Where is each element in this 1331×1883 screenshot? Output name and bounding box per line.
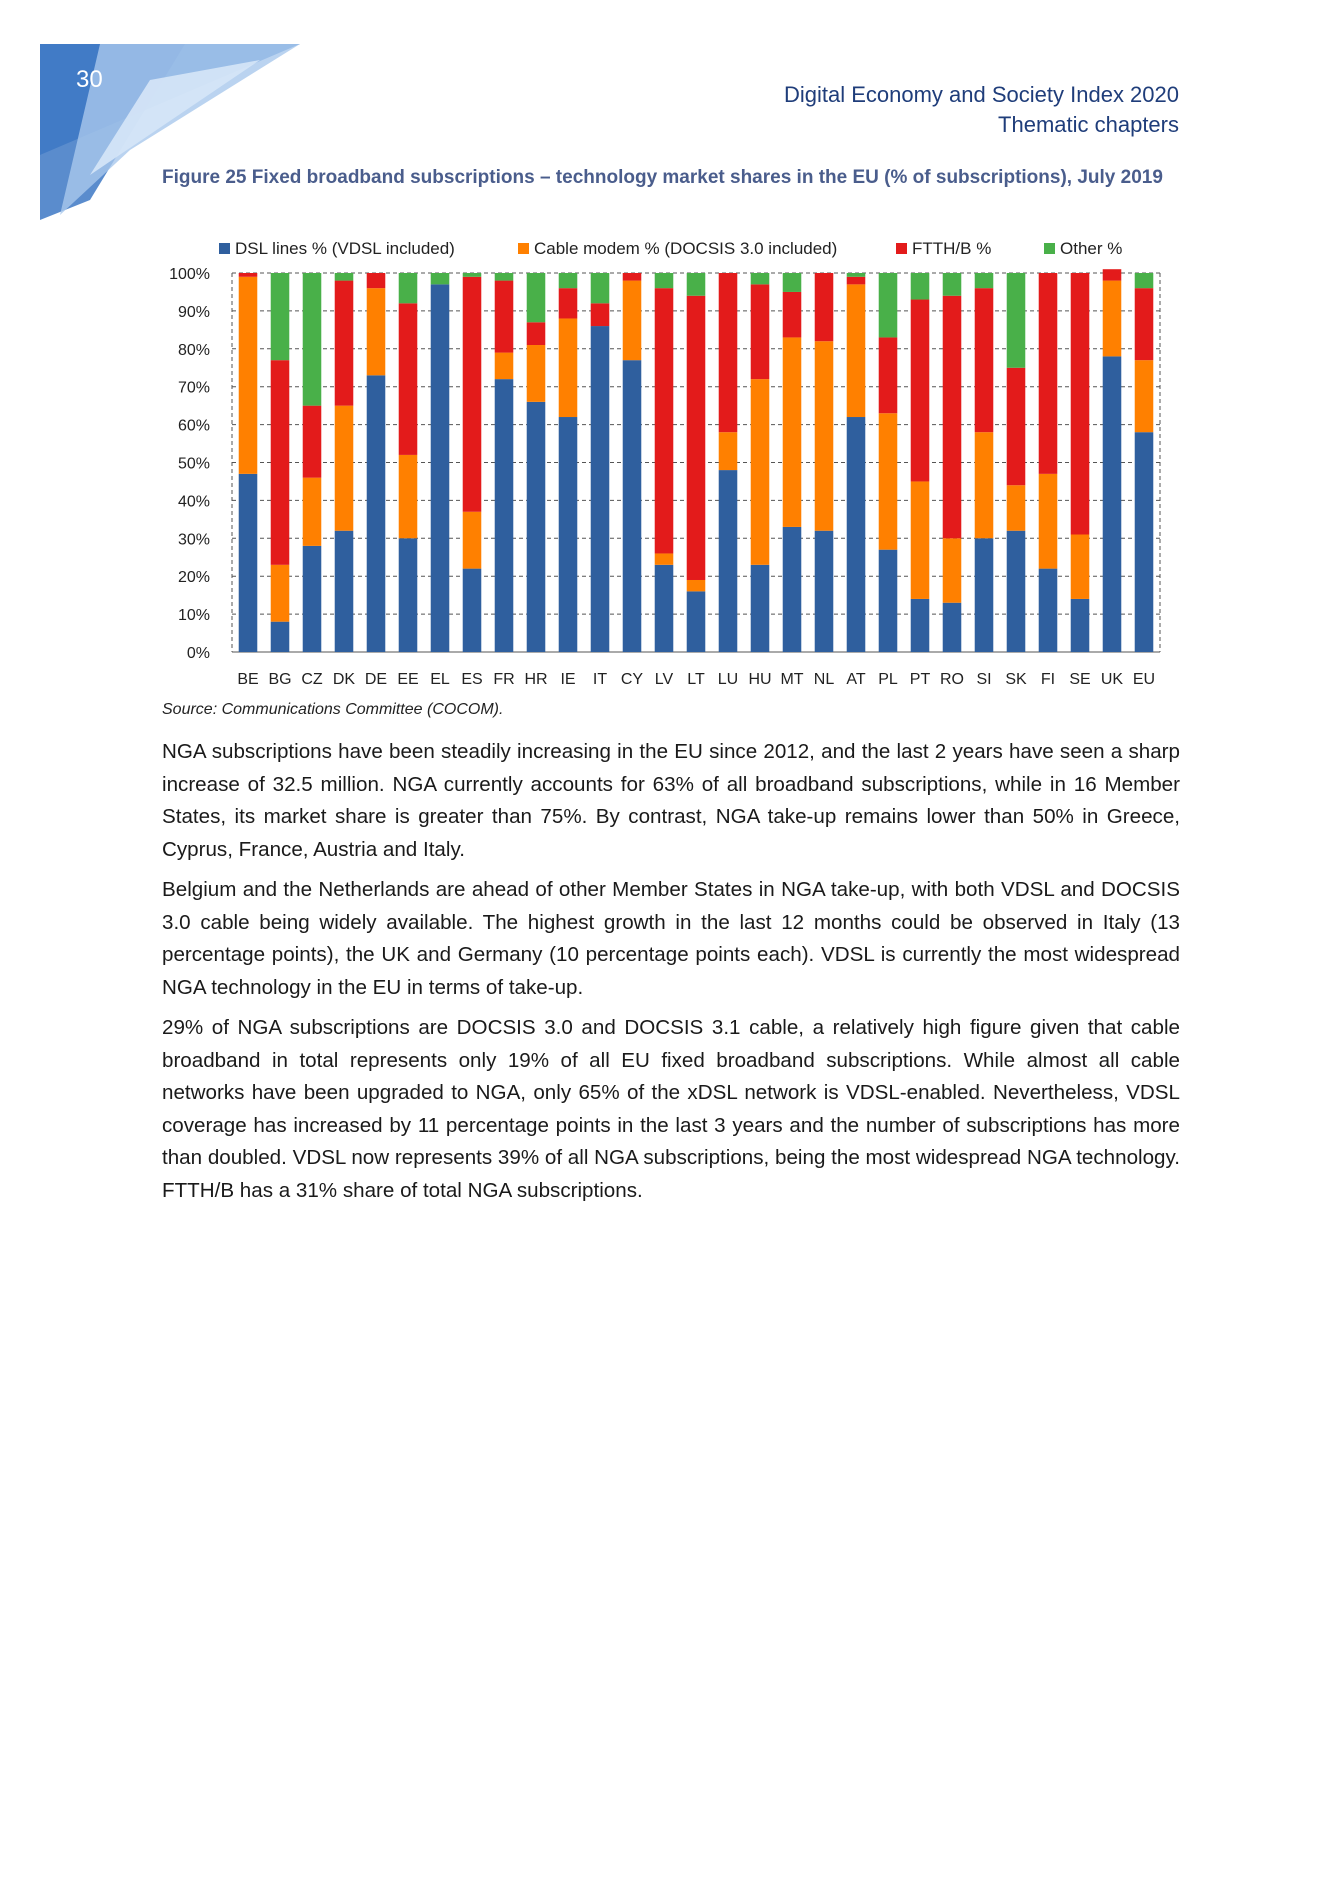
bar-segment (1007, 531, 1026, 652)
bar-segment (975, 288, 994, 432)
legend-label: DSL lines % (VDSL included) (235, 239, 455, 258)
bar-segment (1135, 432, 1154, 652)
x-tick-label: IT (592, 671, 608, 688)
bar-segment (399, 455, 418, 538)
bar-segment (1103, 356, 1122, 652)
bar-segment (719, 470, 738, 652)
y-tick-label: 90% (177, 303, 210, 321)
bar-segment (655, 273, 674, 288)
bar-segment (271, 565, 290, 622)
x-tick-label: IE (560, 671, 576, 688)
legend-swatch (518, 243, 529, 254)
legend-swatch (896, 243, 907, 254)
bar-segment (463, 512, 482, 569)
bar-segment (463, 273, 482, 277)
x-tick-label: CY (620, 671, 644, 688)
bar-segment (271, 273, 290, 360)
bar-segment (399, 303, 418, 455)
body-paragraph: 29% of NGA subscriptions are DOCSIS 3.0 and DOCSIS 3.1 cable, a relatively high figure given that cable broadband in total represents only 19% of all EU fixed broadband subscriptions. While almost all cable networks have been upgraded to NGA, only 65% of the xDSL network is VDSL-enabled. Nevertheless, VDSL coverage has increased by 11 percentage points in the last 3 years and the number of subscriptions has more than doubled. VDSL now represents 39% of all NGA subscriptions, being the most widespread NGA technology. FTTH/B has a 31% share of total NGA subscriptions. (162, 1016, 1180, 1202)
bar-segment (271, 360, 290, 565)
bar-segment (1071, 599, 1090, 652)
bar-segment (975, 538, 994, 652)
bar-segment (751, 284, 770, 379)
bar-segment (1007, 368, 1026, 485)
bar-segment (623, 360, 642, 652)
bar-segment (655, 553, 674, 564)
bar-segment (911, 481, 930, 598)
y-tick-label: 100% (169, 266, 210, 283)
bar-segment (751, 273, 770, 284)
bar-segment (975, 432, 994, 538)
bar-segment (239, 474, 258, 652)
body-paragraph: Belgium and the Netherlands are ahead of other Member States in NGA take-up, with both VDSL and DOCSIS 3.0 cable being widely available. The highest growth in the last 12 months could be observed in Italy (13 percentage points), the UK and Germany (10 percentage points each). VDSL is currently the most widespread NGA technology in the EU in terms of take-up. (162, 878, 1180, 999)
header-title: Digital Economy and Society Index 2020 (783, 82, 1179, 107)
x-tick-label: MT (780, 671, 804, 688)
bar-segment (495, 379, 514, 652)
bar-segment (399, 273, 418, 303)
bar-segment (943, 296, 962, 539)
bar-segment (879, 413, 898, 549)
x-tick-label: DK (332, 671, 356, 688)
bar-segment (719, 273, 738, 432)
y-tick-label: 10% (177, 607, 210, 625)
header-subtitle: Thematic chapters (998, 112, 1179, 137)
bar-segment (879, 273, 898, 337)
x-tick-label: CZ (301, 671, 323, 688)
bar-segment (1007, 485, 1026, 530)
bar-segment (367, 375, 386, 652)
legend-label: Cable modem % (DOCSIS 3.0 included) (534, 239, 838, 258)
legend-label: Other % (1060, 239, 1123, 258)
bar-segment (303, 478, 322, 546)
bar-segment (1071, 273, 1090, 535)
bar-segment (367, 288, 386, 375)
bar-segment (1039, 273, 1058, 474)
x-tick-label: LT (687, 671, 705, 688)
bar-segment (335, 406, 354, 531)
bar-segment (559, 318, 578, 417)
body-text (162, 736, 1180, 1215)
bar-segment (815, 531, 834, 652)
bar-segment (303, 273, 322, 406)
y-tick-label: 80% (177, 341, 210, 359)
bar-segment (495, 353, 514, 380)
bar-segment (335, 531, 354, 652)
bar-segment (783, 527, 802, 652)
x-tick-label: BE (237, 671, 259, 688)
bar-segment (1135, 273, 1154, 288)
bar-segment (815, 273, 834, 341)
legend-swatch (219, 243, 230, 254)
bar-segment (943, 538, 962, 602)
body-paragraph: NGA subscriptions have been steadily increasing in the EU since 2012, and the last 2 years have seen a sharp increase of 32.5 million. NGA currently accounts for 63% of all broadband subscriptions, while in 16 Member States, its market share is greater than 75%. By contrast, NGA take-up remains lower than 50% in Greece, Cyprus, France, Austria and Italy. (162, 740, 1180, 861)
x-tick-label: SK (1005, 671, 1027, 688)
bar-segment (431, 284, 450, 652)
bar-segment (687, 296, 706, 580)
bar-segment (463, 569, 482, 652)
x-tick-label: DE (364, 671, 388, 688)
x-tick-label: NL (813, 671, 835, 688)
x-tick-label: EL (430, 671, 450, 688)
bar-segment (527, 273, 546, 322)
bar-segment (591, 303, 610, 326)
bar-segment (879, 337, 898, 413)
y-tick-label: 40% (177, 493, 210, 511)
bar-segment (303, 546, 322, 652)
y-tick-label: 60% (177, 417, 210, 435)
x-tick-label: FI (1040, 671, 1056, 688)
stacked-bar-chart (0, 0, 1331, 700)
bar-segment (239, 273, 258, 277)
x-tick-label: EE (397, 671, 419, 688)
bar-segment (911, 273, 930, 300)
y-tick-label: 30% (177, 531, 210, 549)
bar-segment (911, 599, 930, 652)
bar-segment (1039, 474, 1058, 569)
bar-segment (783, 292, 802, 337)
x-tick-label: SE (1069, 671, 1091, 688)
bar-segment (687, 273, 706, 296)
bar-segment (655, 565, 674, 652)
y-tick-label: 50% (177, 455, 210, 473)
bar-segment (399, 538, 418, 652)
bar-segment (687, 580, 706, 591)
bar-segment (335, 273, 354, 281)
bar-segment (943, 273, 962, 296)
y-tick-label: 70% (177, 379, 210, 397)
bar-segment (1135, 288, 1154, 360)
page-number: 30 (76, 66, 103, 93)
bar-segment (623, 273, 642, 281)
x-tick-label: RO (940, 671, 964, 688)
bar-segment (591, 326, 610, 652)
figure-caption: Figure 25 Fixed broadband subscriptions – technology market shares in the EU (% of subscriptions), July 2019 (162, 167, 1163, 188)
y-tick-label: 20% (177, 569, 210, 587)
bar-segment (815, 341, 834, 530)
bar-segment (527, 402, 546, 652)
bar-segment (559, 288, 578, 318)
figure-source: Source: Communications Committee (COCOM). (162, 701, 504, 718)
bar-segment (847, 417, 866, 652)
bar-segment (1007, 273, 1026, 368)
bar-segment (783, 273, 802, 292)
bar-segment (431, 273, 450, 284)
bar-segment (527, 345, 546, 402)
bar-segment (975, 273, 994, 288)
bar-segment (751, 379, 770, 565)
bar-segment (1135, 360, 1154, 432)
legend-swatch (1044, 243, 1055, 254)
bar-segment (463, 277, 482, 512)
x-tick-label: PL (878, 671, 898, 688)
x-tick-label: HR (524, 671, 548, 688)
bar-segment (943, 603, 962, 652)
x-tick-label: LV (654, 671, 674, 688)
bar-segment (655, 288, 674, 553)
bar-segment (239, 277, 258, 474)
bar-segment (687, 591, 706, 652)
bar-segment (847, 273, 866, 277)
bar-segment (335, 281, 354, 406)
bar-segment (367, 273, 386, 288)
x-tick-label: BG (268, 671, 292, 688)
bar-segment (783, 337, 802, 527)
bar-segment (719, 432, 738, 470)
x-tick-label: AT (846, 671, 866, 688)
bar-segment (559, 417, 578, 652)
bar-segment (271, 622, 290, 652)
bar-segment (847, 284, 866, 417)
bar-segment (623, 281, 642, 361)
bar-segment (879, 550, 898, 652)
bar-segment (911, 300, 930, 482)
x-tick-label: LU (717, 671, 739, 688)
bar-segment (1071, 535, 1090, 599)
bar-segment (303, 406, 322, 478)
x-tick-label: HU (748, 671, 772, 688)
x-tick-label: UK (1100, 671, 1124, 688)
x-tick-label: EU (1132, 671, 1156, 688)
bar-segment (847, 277, 866, 285)
x-tick-label: PT (909, 671, 931, 688)
bar-segment (1039, 569, 1058, 652)
bar-segment (751, 565, 770, 652)
x-tick-label: ES (461, 671, 483, 688)
bar-segment (495, 281, 514, 353)
bar-segment (1103, 281, 1122, 357)
bar-segment (495, 273, 514, 281)
bar-segment (527, 322, 546, 345)
x-tick-label: FR (493, 671, 515, 688)
legend-label: FTTH/B % (912, 239, 992, 258)
bar-segment (1103, 269, 1122, 280)
y-tick-label: 0% (186, 645, 210, 662)
x-tick-label: SI (976, 671, 992, 688)
bar-segment (591, 273, 610, 303)
bar-segment (559, 273, 578, 288)
